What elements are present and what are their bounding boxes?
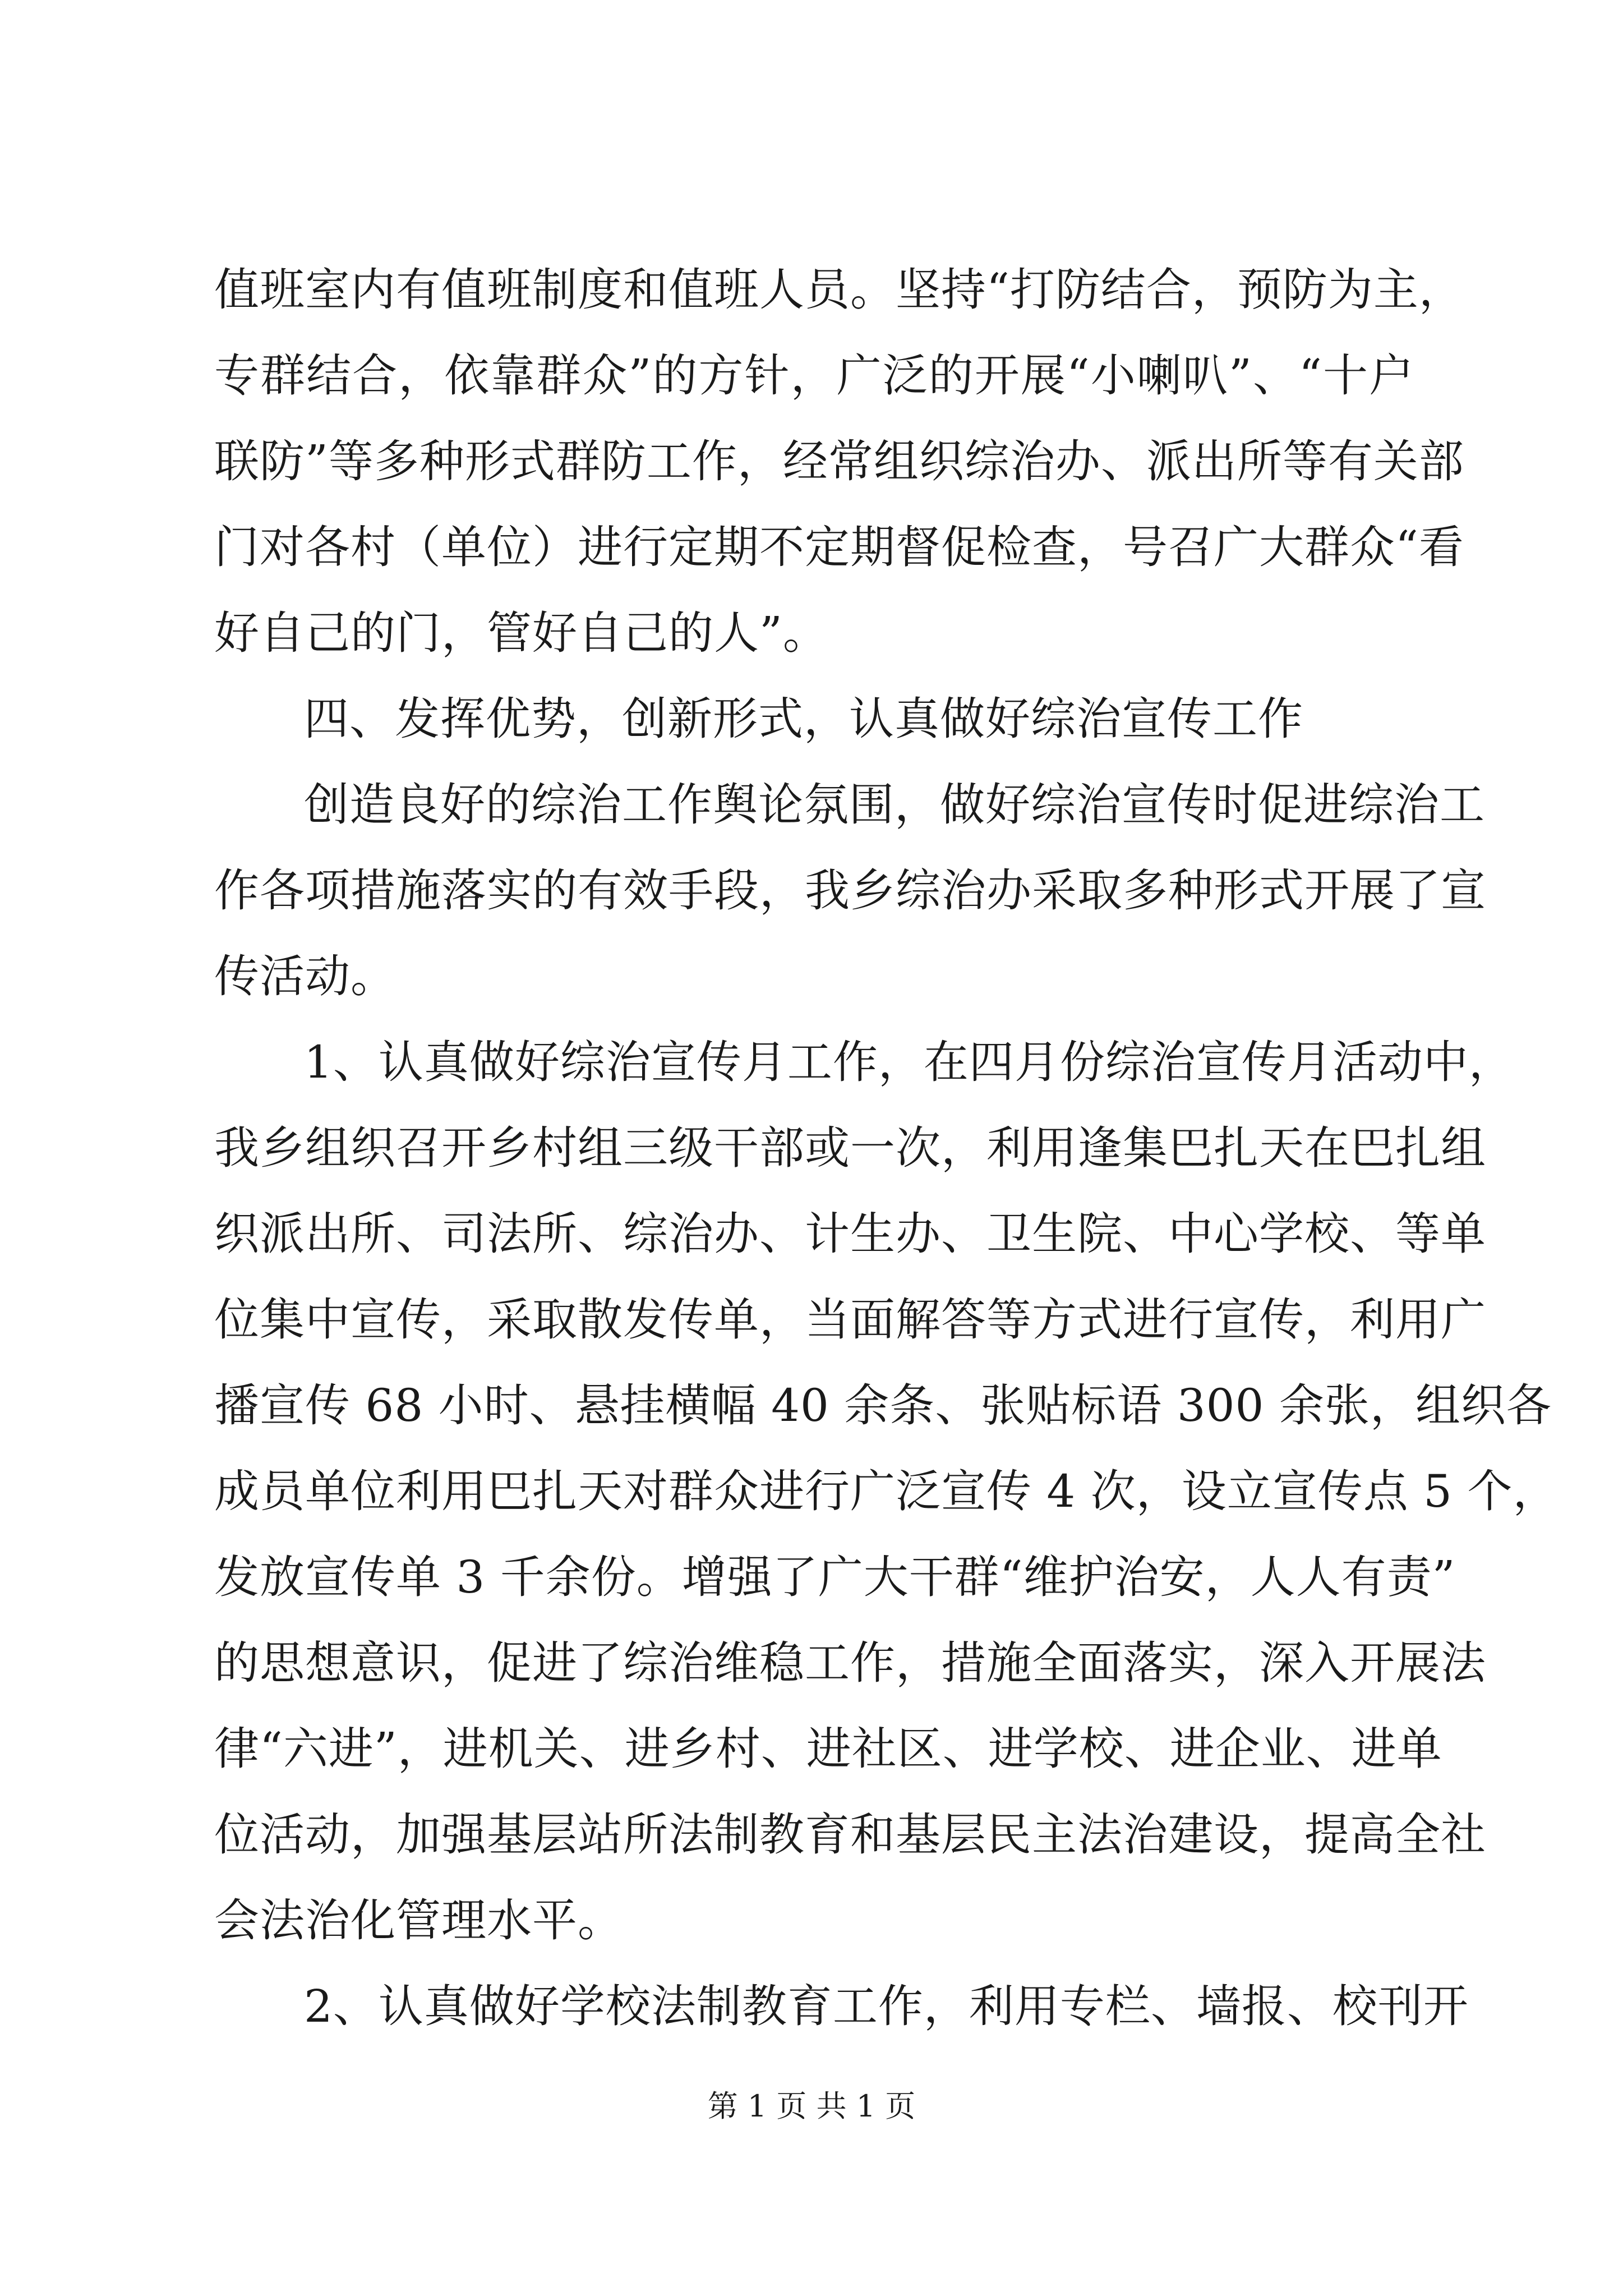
paragraph-line: 位集中宣传，采取散发传单，当面解答等方式进行宣传，利用广 [214, 1294, 1486, 1346]
paragraph-line: 律“六进”，进机关、进乡村、进社区、进学校、进企业、进单 [214, 1723, 1442, 1775]
paragraph-line: 成员单位利用巴扎天对群众进行广泛宣传 4 次，设立宣传点 5 个， [214, 1465, 1559, 1517]
paragraph-line: 2、认真做好学校法制教育工作，利用专栏、墙报、校刊开 [304, 1980, 1469, 2032]
paragraph-line: 传活动。 [214, 950, 396, 1002]
paragraph-line: 我乡组织召开乡村组三级干部或一次，利用逢集巴扎天在巴扎组 [214, 1122, 1486, 1174]
paragraph-line: 位活动，加强基层站所法制教育和基层民主法治建设，提高全社 [214, 1809, 1486, 1861]
paragraph-line: 联防”等多种形式群防工作，经常组织综治办、派出所等有关部 [214, 435, 1464, 487]
paragraph-line: 会法治化管理水平。 [214, 1894, 623, 1947]
document-body [214, 247, 1559, 2049]
paragraph-line: 值班室内有值班制度和值班人员。坚持“打防结合，预防为主， [214, 264, 1464, 316]
paragraph-line: 作各项措施落实的有效手段，我乡综治办采取多种形式开展了宣 [214, 864, 1486, 917]
paragraph-line: 播宣传 68 小时、悬挂横幅 40 余条、张贴标语 300 余张，组织各 [214, 1379, 1552, 1432]
paragraph-line: 1、认真做好综治宣传月工作，在四月份综治宣传月活动中， [304, 1036, 1514, 1088]
paragraph-line: 织派出所、司法所、综治办、计生办、卫生院、中心学校、等单 [214, 1208, 1486, 1260]
paragraph-line: 发放宣传单 3 千余份。增强了广大干群“维护治安，人人有责” [214, 1551, 1456, 1603]
paragraph-line: 的思想意识，促进了综治维稳工作，措施全面落实，深入开展法 [214, 1637, 1486, 1689]
paragraph-line: 门对各村（单位）进行定期不定期督促检查，号召广大群众“看 [214, 521, 1464, 573]
paragraph-line: 创造良好的综治工作舆论氛围，做好综治宣传时促进综治工 [304, 779, 1485, 831]
paragraph-line: 专群结合，依靠群众”的方针，广泛的开展“小喇叭”、“十户 [214, 349, 1414, 402]
section-heading: 四、发挥优势，创新形式，认真做好综治宣传工作 [304, 693, 1303, 745]
page-number-footer: 第 1 页 共 1 页 [707, 2088, 916, 2124]
paragraph-line: 好自己的门，管好自己的人”。 [214, 607, 828, 659]
